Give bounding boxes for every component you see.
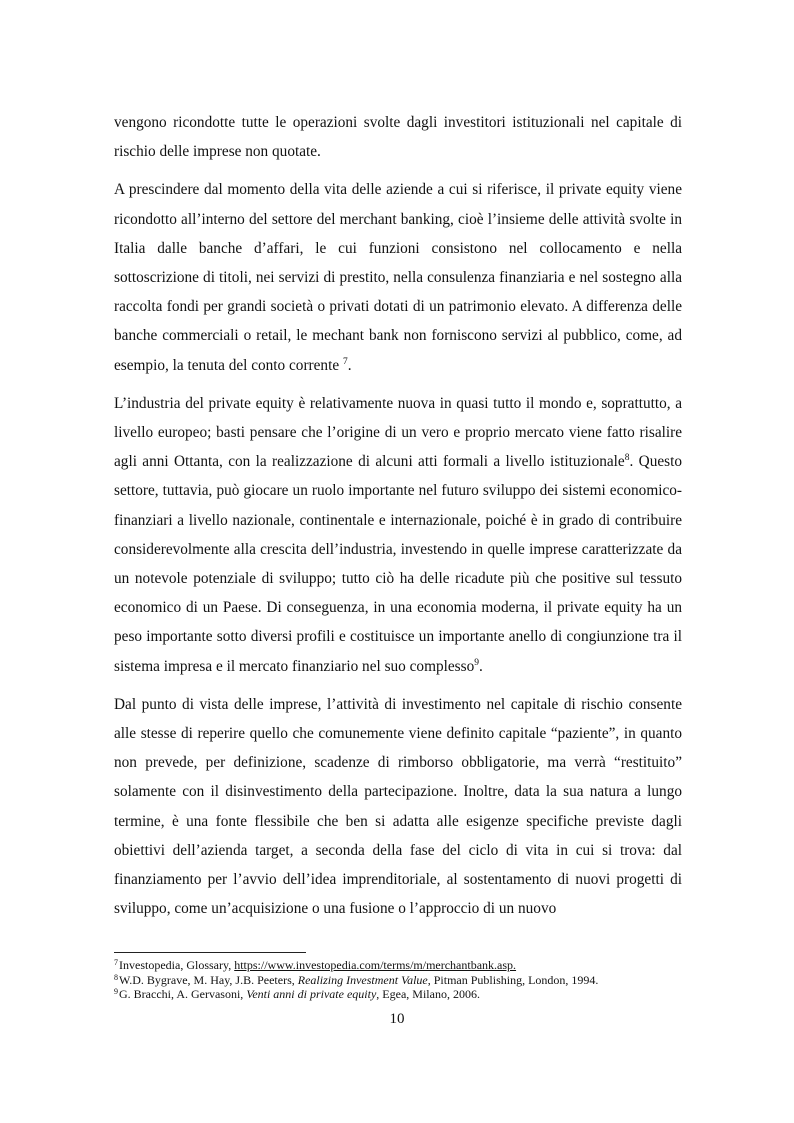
footnote-ref-7[interactable]: 7 <box>342 356 348 367</box>
footnote-9: $^9$G. Bracchi, A. Gervasoni, Venti anni di private equity, Egea, Milano, 2006. <box>114 987 480 1002</box>
footnote-ref-9[interactable]: 9 <box>474 657 479 668</box>
footnote-7: $^7$Investopedia, Glossary, https://www.investopedia.com/terms/m/merchantbank.asp. <box>114 958 517 972</box>
footnote-link[interactable]: https://www.investopedia.com/terms/m/merchantbank.asp. <box>234 958 517 972</box>
page-number: 10 <box>389 1011 405 1027</box>
paragraph-3: L’industria del private equity è relativamente nuova in quasi tutto il mondo e, soprattutto, a livello europeo; basti pensare che l’origine di un vero e proprio mercato viene fatto risalire agli anni Ottanta, con la realizzazione di alcuni atti formali a livello istituzionale$^8$. Questo settore, tuttavia, può giocare un ruolo importante nel futuro sviluppo dei sistemi economico-finanziari a livello nazionale, continentale e internazionale, poiché è in grado di contribuire considerevolmente alla crescita dell’industria, investendo in quelle imprese caratterizzate da un notevole potenziale di sviluppo; tutto ciò ha delle ricadute più che positive sul tessuto economico di un Paese. Di conseguenza, in una economia moderna, il private equity ha un peso importante sotto diversi profili e costituisce un importante anello di congiunzione tra il sistema impresa e il mercato finanziario nel suo complesso$^9$. <box>114 394 682 675</box>
body-text <box>114 108 682 932</box>
footnote-divider <box>114 952 306 953</box>
footnote-ref-8[interactable]: 8 <box>624 453 630 464</box>
footnote-8: $^8$W.D. Bygrave, M. Hay, J.B. Peeters, Realizing Investment Value, Pitman Publishing, London, 1994. <box>114 972 599 987</box>
paragraph-1: vengono ricondotte tutte le operazioni svolte dagli investitori istituzionali nel capitale di rischio delle imprese non quotate. <box>114 114 682 161</box>
paragraph-2: A prescindere dal momento della vita delle aziende a cui si riferisce, il private equity viene ricondotto all’interno del settore del merchant banking, cioè l’insieme delle attività svolte in Italia dalle banche d’affari, le cui funzioni consistono nel collocamento e nella sottoscrizione di titoli, nei servizi di prestito, nella consulenza finanziaria e nel sostegno alla raccolta fondi per grandi società o privati dotati di un patrimonio elevato. A differenza delle banche commerciali o retail, le mechant bank non forniscono servizi al pubblico, come, ad esempio, la tenuta del conto corrente $^7$. <box>114 181 682 374</box>
footnotes <box>114 952 682 1002</box>
paragraph-4: Dal punto di vista delle imprese, l’attività di investimento nel capitale di rischio consente alle stesse di reperire quello che comunemente viene definito capitale “paziente”, in quanto non prevede, per definizione, scadenze di rimborso obbligatorie, ma verrà “restituito” solamente con il disinvestimento della partecipazione. Inoltre, data la sua natura a lungo termine, è una fonte flessibile che ben si adatta alle esigenze specifiche previste dagli obiettivi dell’azienda target, a seconda della fase del ciclo di vita in cui si trova: dal finanziamento per l’avvio dell’idea imprenditoriale, al sostentamento di nuovi progetti di sviluppo, come un’acquisizione o una fusione o l’approccio di un nuovo <box>114 695 682 918</box>
